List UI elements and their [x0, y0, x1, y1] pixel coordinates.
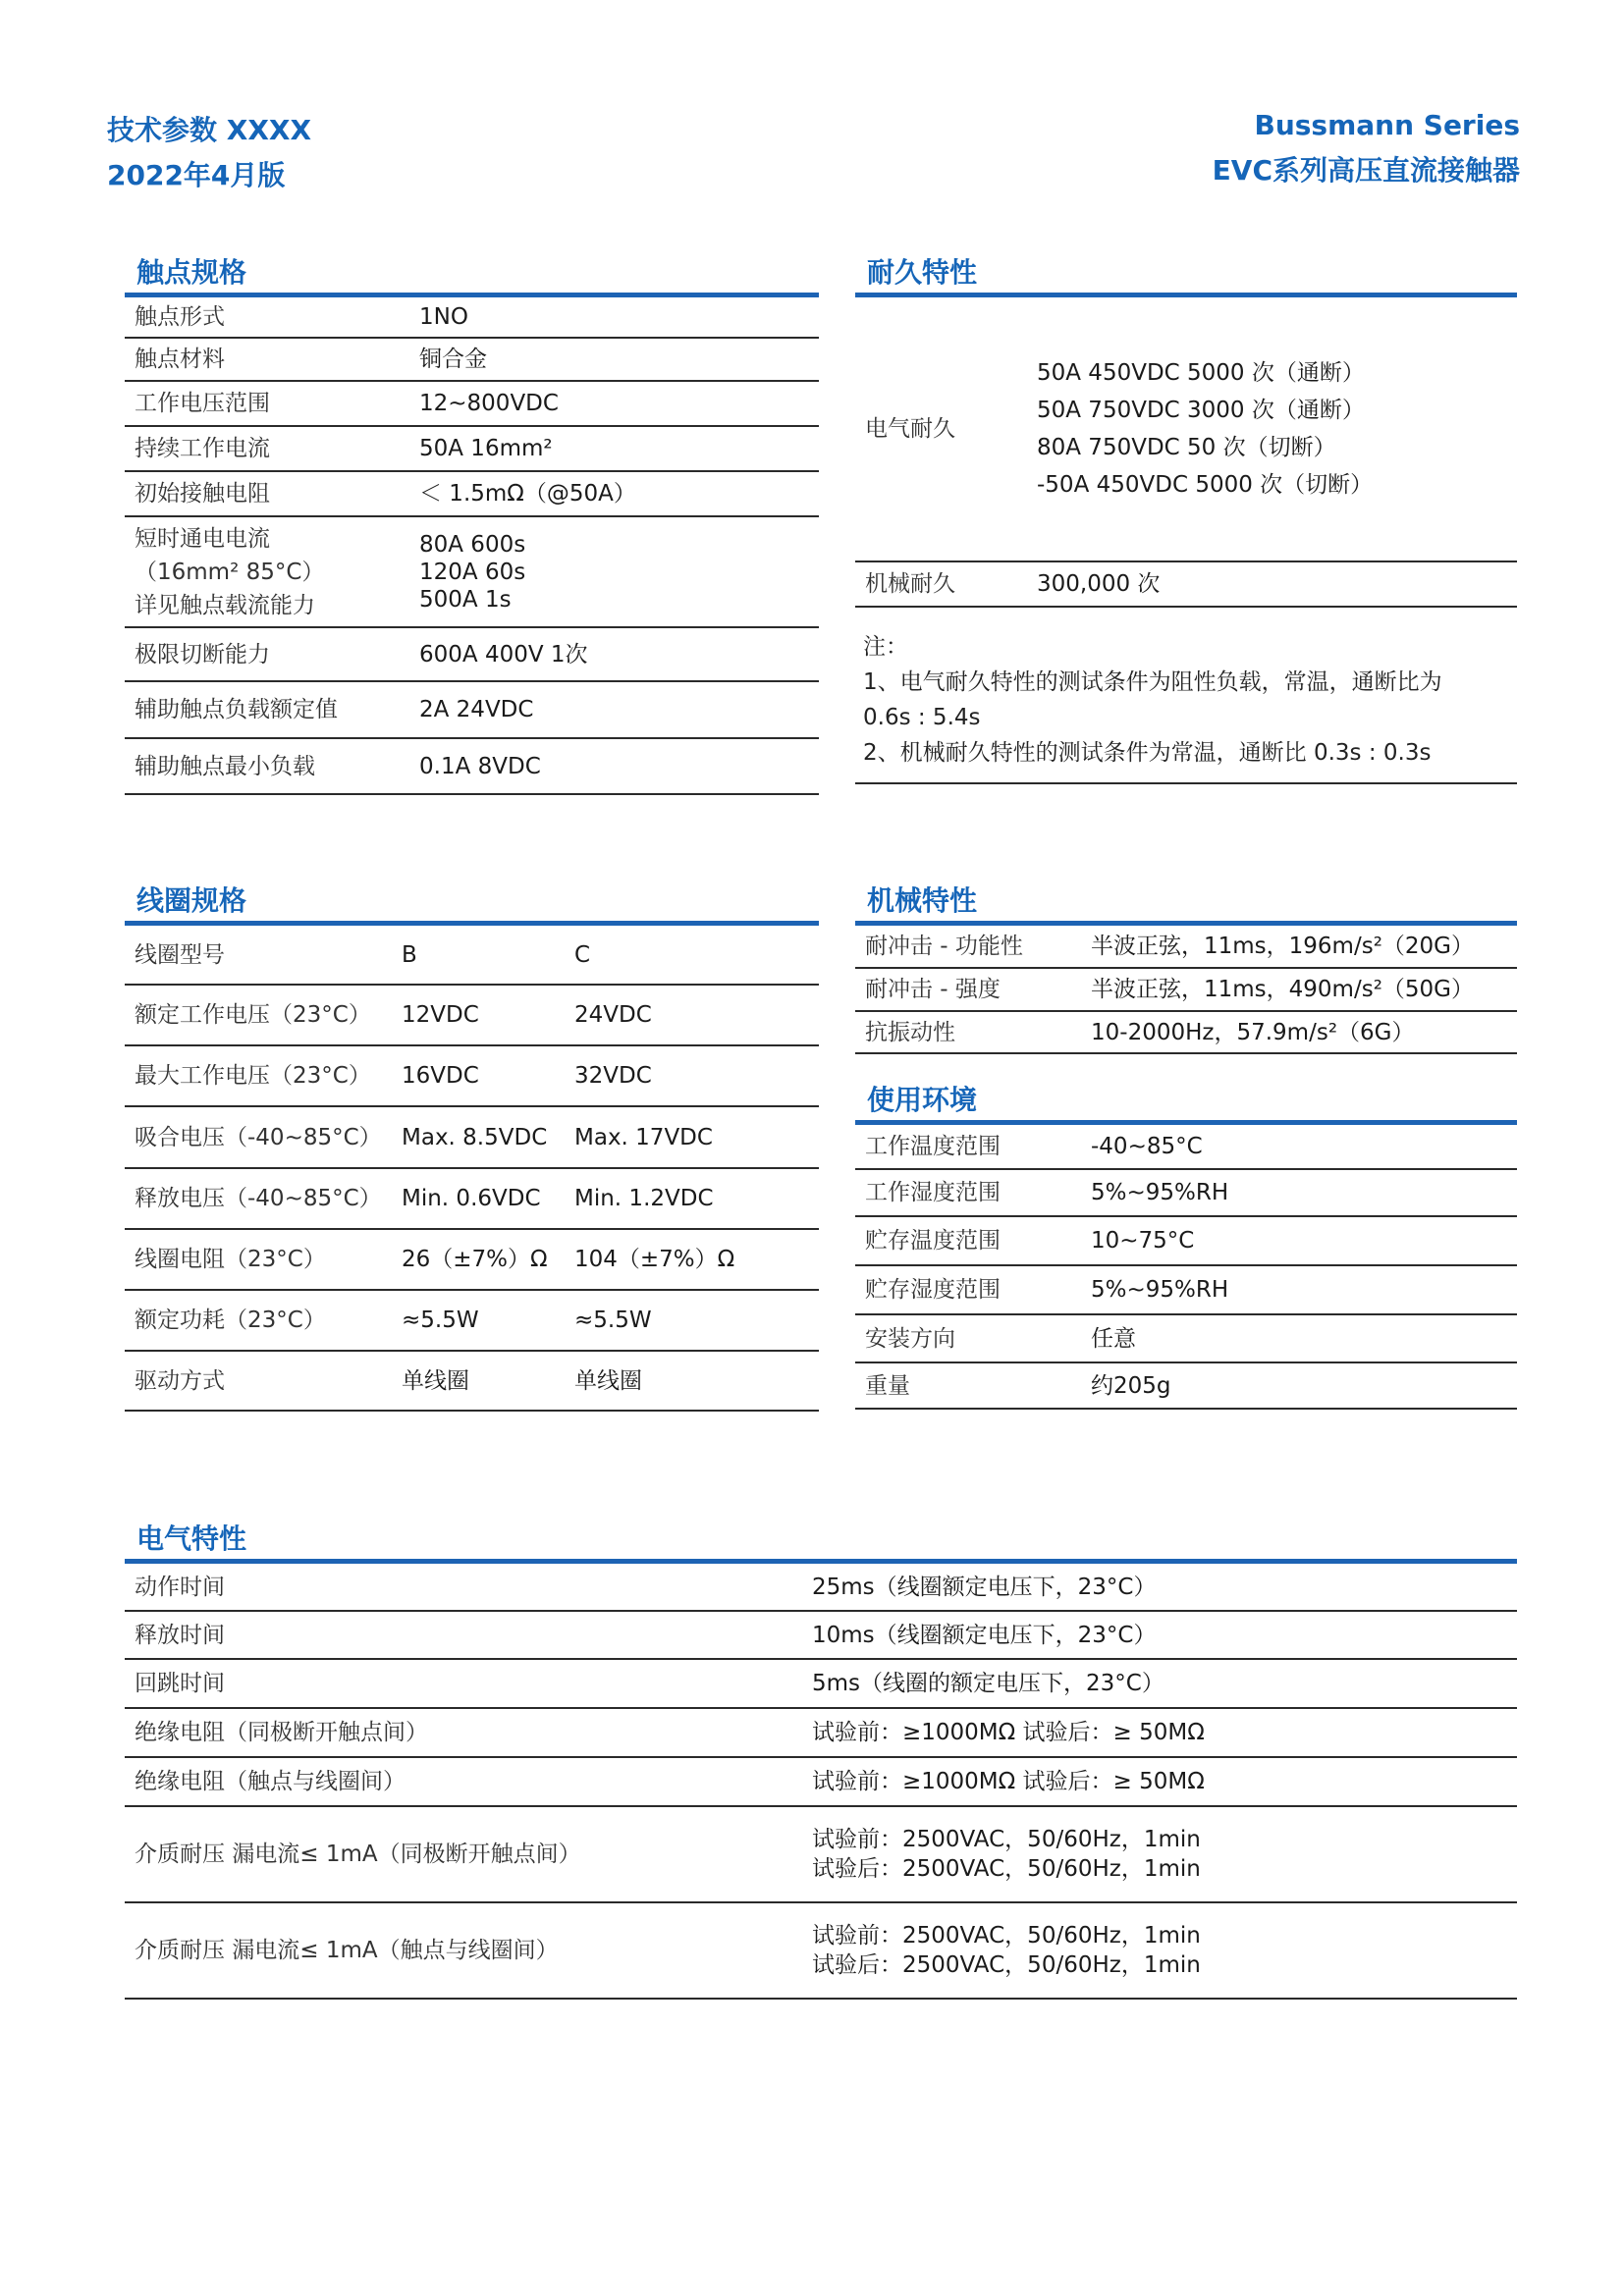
row-label: 绝缘电阻（触点与线圈间）: [125, 1757, 802, 1806]
row-value: 5%~95%RH: [1081, 1265, 1517, 1314]
table-row: [855, 1011, 1517, 1053]
header-left: [107, 108, 311, 198]
row-value: [409, 681, 819, 738]
coil-c-value: 24VDC: [565, 985, 819, 1045]
text-line: 试验前：≥1000MΩ 试验后：≥ 50MΩ: [812, 1720, 1205, 1745]
text-line: 50A 750VDC 3000 次（通断）: [1037, 398, 1365, 423]
mechanical-table: [855, 926, 1517, 1054]
text-line: 试验前：2500VAC，50/60Hz，1min: [812, 1923, 1201, 1949]
table-row: [855, 926, 1517, 968]
table-row: [125, 1708, 1517, 1757]
row-label: 持续工作电流: [125, 426, 409, 471]
table-row: [855, 1314, 1517, 1362]
electrical-table: [125, 1564, 1517, 2000]
text-line: 500A 1s: [419, 586, 512, 613]
doc-number: 技术参数 XXXX: [107, 114, 312, 146]
row-label: 回跳时间: [125, 1659, 802, 1708]
table-row: [855, 1125, 1517, 1169]
table-row: [125, 381, 819, 426]
text-line: -50A 450VDC 5000 次（切断）: [1037, 472, 1374, 498]
row-value: [802, 1902, 1517, 1999]
row-label: 重量: [855, 1362, 1081, 1409]
row-value: -40~85°C: [1081, 1125, 1517, 1169]
row-value: [1027, 297, 1517, 561]
row-label: 工作温度范围: [855, 1125, 1081, 1169]
table-row: [125, 1902, 1517, 1999]
row-label: 辅助触点最小负载: [125, 738, 409, 794]
row-label: 触点形式: [125, 297, 409, 338]
row-value: 任意: [1081, 1314, 1517, 1362]
table-row: [125, 1806, 1517, 1902]
row-value: [802, 1806, 1517, 1902]
text-line: 2A 24VDC: [419, 697, 534, 722]
row-label: 吸合电压（-40~85°C）: [125, 1106, 392, 1168]
mechanical-section: [855, 881, 1517, 1054]
contact-spec-section: [125, 253, 819, 795]
coil-b-value: Min. 0.6VDC: [392, 1168, 565, 1229]
row-value: [802, 1564, 1517, 1611]
table-row: [855, 968, 1517, 1011]
row-label: 辅助触点负载额定值: [125, 681, 409, 738]
doc-date: 2022年4月版: [107, 159, 286, 191]
note-line: 0.6s : 5.4s: [863, 705, 981, 730]
table-row: [125, 738, 819, 794]
row-label: 驱动方式: [125, 1351, 392, 1411]
coil-b-value: 16VDC: [392, 1045, 565, 1106]
row-value: [409, 471, 819, 516]
section-title: 耐久特性: [855, 253, 1517, 297]
text-line: 试验后：2500VAC，50/60Hz，1min: [812, 1856, 1201, 1882]
row-label: 线圈型号: [125, 926, 392, 985]
table-row: [125, 338, 819, 381]
text-line: 0.1A 8VDC: [419, 753, 541, 779]
row-value: [802, 1611, 1517, 1659]
header-right: [1213, 103, 1520, 193]
table-row: [125, 985, 819, 1045]
row-label: 动作时间: [125, 1564, 802, 1611]
row-label: 工作湿度范围: [855, 1169, 1081, 1216]
text-line: 试验后：2500VAC，50/60Hz，1min: [812, 1952, 1201, 1978]
row-label: 额定功耗（23°C）: [125, 1290, 392, 1351]
coil-b-value: ≈5.5W: [392, 1290, 565, 1351]
table-row: [125, 1611, 1517, 1659]
row-label: 额定工作电压（23°C）: [125, 985, 392, 1045]
text-line: 试验前：≥1000MΩ 试验后：≥ 50MΩ: [812, 1769, 1205, 1794]
table-row: [125, 1290, 819, 1351]
contact-spec-table: [125, 297, 819, 795]
brand-series: Bussmann Series: [1254, 109, 1520, 141]
note-line: 注：: [863, 634, 908, 660]
text-line: （16mm² 85°C）: [135, 559, 325, 585]
row-label: 机械耐久: [855, 561, 1027, 607]
row-label: 触点材料: [125, 338, 409, 381]
row-label: 抗振动性: [855, 1011, 1081, 1053]
text-line: 80A 600s: [419, 531, 526, 558]
coil-b-value: 12VDC: [392, 985, 565, 1045]
endurance-section: [855, 253, 1517, 784]
coil-c-value: Max. 17VDC: [565, 1106, 819, 1168]
row-value: 半波正弦，11ms，490m/s²（50G）: [1081, 968, 1517, 1011]
table-row: [125, 426, 819, 471]
row-label: [125, 516, 409, 627]
row-label: 绝缘电阻（同极断开触点间）: [125, 1708, 802, 1757]
section-title: 电气特性: [125, 1520, 1517, 1564]
row-value: 半波正弦，11ms，196m/s²（20G）: [1081, 926, 1517, 968]
table-row: [855, 1265, 1517, 1314]
row-label: 极限切断能力: [125, 627, 409, 681]
row-value: 5%~95%RH: [1081, 1169, 1517, 1216]
row-label: 耐冲击 - 强度: [855, 968, 1081, 1011]
note-line: 1、电气耐久特性的测试条件为阻性负载，常温，通断比为: [863, 669, 1442, 695]
row-value: [802, 1708, 1517, 1757]
section-title: 使用环境: [855, 1081, 1517, 1125]
row-value: [802, 1757, 1517, 1806]
row-value: [409, 297, 819, 338]
row-label: 安装方向: [855, 1314, 1081, 1362]
text-line: 80A 750VDC 50 次（切断）: [1037, 435, 1336, 460]
environment-section: [855, 1081, 1517, 1410]
row-label: 工作电压范围: [125, 381, 409, 426]
text-line: 12~800VDC: [419, 391, 559, 416]
row-value: 300,000 次: [1027, 561, 1517, 607]
table-row: [125, 1168, 819, 1229]
text-line: 50A 450VDC 5000 次（通断）: [1037, 360, 1365, 386]
text-line: 5ms（线圈的额定电压下，23°C）: [812, 1671, 1164, 1696]
table-row: [125, 1351, 819, 1411]
coil-c-value: 32VDC: [565, 1045, 819, 1106]
table-row: [125, 627, 819, 681]
text-line: 短时通电电流: [135, 525, 270, 552]
table-row: [125, 681, 819, 738]
table-row: [125, 471, 819, 516]
text-line: 25ms（线圈额定电压下，23°C）: [812, 1574, 1157, 1600]
row-value: [409, 338, 819, 381]
row-label: 电气耐久: [855, 297, 1027, 561]
row-value: [409, 516, 819, 627]
coil-spec-table: [125, 926, 819, 1412]
row-value: [409, 738, 819, 794]
row-value: 约205g: [1081, 1362, 1517, 1409]
row-value: [409, 381, 819, 426]
coil-b-value: 单线圈: [392, 1351, 565, 1411]
coil-c-value: 104（±7%）Ω: [565, 1229, 819, 1290]
electrical-section: [125, 1520, 1517, 2000]
coil-c-value: ≈5.5W: [565, 1290, 819, 1351]
table-row: [855, 1362, 1517, 1409]
row-value: [409, 627, 819, 681]
table-row: [855, 561, 1517, 607]
section-title: 线圈规格: [125, 881, 819, 926]
row-label: 释放电压（-40~85°C）: [125, 1168, 392, 1229]
row-value: 10~75°C: [1081, 1216, 1517, 1265]
environment-table: [855, 1125, 1517, 1410]
row-label: 介质耐压 漏电流≤ 1mA（同极断开触点间）: [125, 1806, 802, 1902]
table-row: [125, 1045, 819, 1106]
table-row: [125, 1106, 819, 1168]
row-label: 释放时间: [125, 1611, 802, 1659]
row-label: 耐冲击 - 功能性: [855, 926, 1081, 968]
table-row: [125, 1757, 1517, 1806]
coil-spec-section: [125, 881, 819, 1412]
text-line: 120A 60s: [419, 559, 526, 585]
table-row: [125, 926, 819, 985]
section-title: 机械特性: [855, 881, 1517, 926]
table-row: [125, 297, 819, 338]
table-row: [125, 1659, 1517, 1708]
coil-c-value: 单线圈: [565, 1351, 819, 1411]
table-row: [855, 1169, 1517, 1216]
text-line: 600A 400V 1次: [419, 641, 588, 667]
row-value: [802, 1659, 1517, 1708]
note-line: 2、机械耐久特性的测试条件为常温，通断比 0.3s : 0.3s: [863, 740, 1432, 766]
text-line: 50A 16mm²: [419, 436, 553, 461]
text-line: 试验前：2500VAC，50/60Hz，1min: [812, 1827, 1201, 1852]
text-line: 1NO: [419, 304, 468, 330]
section-title: 触点规格: [125, 253, 819, 297]
text-line: 铜合金: [419, 347, 487, 372]
table-row: [855, 1216, 1517, 1265]
coil-c-value: C: [565, 926, 819, 985]
row-label: 介质耐压 漏电流≤ 1mA（触点与线圈间）: [125, 1902, 802, 1999]
row-value: 10-2000Hz，57.9m/s²（6G）: [1081, 1011, 1517, 1053]
row-label: 线圈电阻（23°C）: [125, 1229, 392, 1290]
text-line: 详见触点载流能力: [135, 592, 315, 618]
table-row: [125, 1229, 819, 1290]
table-row: [855, 297, 1517, 561]
row-label: 最大工作电压（23°C）: [125, 1045, 392, 1106]
row-label: 贮存湿度范围: [855, 1265, 1081, 1314]
row-label: 初始接触电阻: [125, 471, 409, 516]
coil-b-value: Max. 8.5VDC: [392, 1106, 565, 1168]
coil-b-value: 26（±7%）Ω: [392, 1229, 565, 1290]
endurance-note: [855, 608, 1517, 784]
coil-c-value: Min. 1.2VDC: [565, 1168, 819, 1229]
coil-b-value: B: [392, 926, 565, 985]
endurance-table: [855, 297, 1517, 608]
text-line: 10ms（线圈额定电压下，23°C）: [812, 1622, 1157, 1648]
product-series: EVC系列高压直流接触器: [1212, 154, 1520, 187]
table-row: [125, 1564, 1517, 1611]
text-line: ＜ 1.5mΩ（@50A）: [419, 481, 636, 507]
row-value: [409, 426, 819, 471]
row-label: 贮存温度范围: [855, 1216, 1081, 1265]
table-row: [125, 516, 819, 627]
